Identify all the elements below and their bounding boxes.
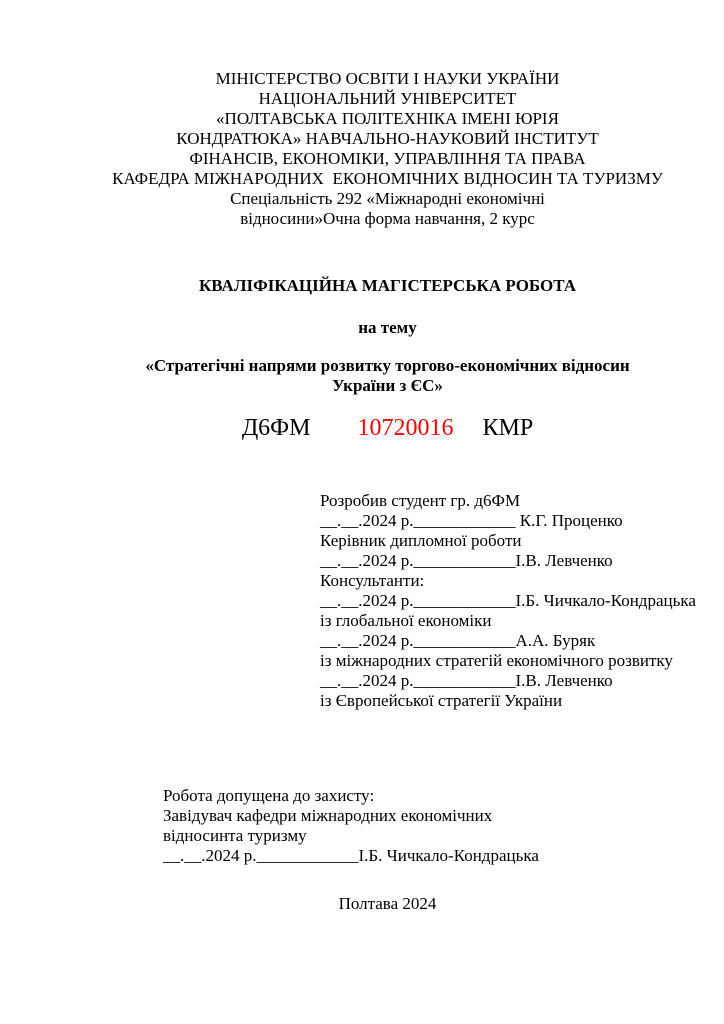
admission-head-title-2: відносинта туризму (163, 826, 307, 845)
signature-consultant1-line: __.__.2024 р.____________І.Б. Чичкало-Кондрацька (320, 591, 696, 610)
signature-consultant3-area: із Європейської стратегії України (320, 691, 563, 710)
header-line-department: КАФЕДРА МІЖНАРОДНИХ ЕКОНОМІЧНИХ ВІДНОСИН ТА ТУРИЗМУ (112, 169, 663, 188)
header-line-institute: ФІНАНСІВ, ЕКОНОМІКИ, УПРАВЛІННЯ ТА ПРАВА (189, 149, 586, 168)
thesis-topic (103, 356, 672, 396)
admission-block (163, 786, 539, 866)
work-kind-title: КВАЛІФІКАЦІЙНА МАГІСТЕРСЬКА РОБОТА (198, 276, 577, 295)
admission-signature-line: __.__.2024 р.____________І.Б. Чичкало-Кондрацька (163, 846, 539, 865)
header-line-university-name-1: «ПОЛТАВСЬКА ПОЛІТЕХНІКА ІМЕНІ ЮРІЯ (216, 109, 559, 128)
work-code-line (103, 413, 672, 443)
header-line-university-name-2: КОНДРАТЮКА» НАВЧАЛЬНО-НАУКОВИЙ ІНСТИТУТ (176, 129, 599, 148)
thesis-topic-line-1: «Стратегічні напрями розвитку торгово-економічних відносин (145, 356, 630, 375)
work-code-prefix: Д6ФМ (241, 415, 311, 441)
signature-consultants-label: Консультанти: (320, 571, 425, 590)
admission-statement: Робота допущена до захисту: (163, 786, 375, 805)
signatures-block (320, 491, 696, 711)
thesis-topic-line-2: України з ЄС» (332, 376, 443, 395)
work-code-number: 10720016 (357, 415, 454, 441)
signature-consultant2-line: __.__.2024 р.____________А.А. Буряк (320, 631, 596, 650)
work-code-suffix: КМР (482, 415, 534, 441)
signature-supervisor-role: Керівник дипломної роботи (320, 531, 522, 550)
header-line-university: НАЦІОНАЛЬНИЙ УНІВЕРСИТЕТ (258, 89, 517, 108)
university-header (103, 69, 672, 229)
signature-student-role: Розробив студент гр. д6ФМ (320, 491, 521, 510)
header-line-specialty-1: Спеціальність 292 «Міжнародні економічні (230, 189, 545, 208)
signature-consultant1-area: із глобальної економіки (320, 611, 492, 630)
on-topic-label: на тему (358, 318, 417, 337)
admission-head-title-1: Завідувач кафедри міжнародних економічних (163, 806, 493, 825)
signature-consultant3-line: __.__.2024 р.____________І.В. Левченко (320, 671, 613, 690)
signature-student-line: __.__.2024 р.____________ К.Г. Проценко (320, 511, 623, 530)
signature-supervisor-line: __.__.2024 р.____________І.В. Левченко (320, 551, 613, 570)
header-line-specialty-2: відносини»Очна форма навчання, 2 курс (240, 209, 535, 228)
header-line-ministry: МІНІСТЕРСТВО ОСВІТИ І НАУКИ УКРАЇНИ (215, 69, 560, 88)
signature-consultant2-area: із міжнародних стратегій економічного розвитку (320, 651, 673, 670)
city-year-footer: Полтава 2024 (338, 894, 437, 913)
